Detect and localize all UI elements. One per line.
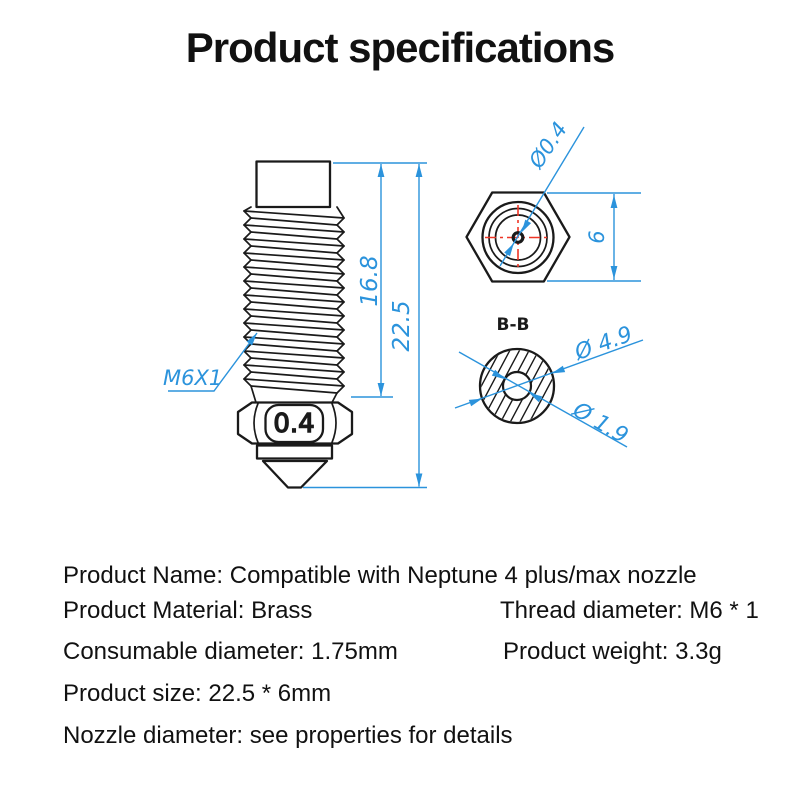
spec-thread-diameter: Thread diameter: M6 * 1 xyxy=(500,597,759,624)
arrowhead-icon xyxy=(611,195,618,208)
top-view-dimensions xyxy=(500,118,641,281)
arrowhead-icon xyxy=(611,266,618,279)
arrowhead-icon xyxy=(378,383,385,396)
dim-orifice-label: Ø0.4 xyxy=(524,117,573,173)
spec-material: Product Material: Brass xyxy=(63,597,313,624)
dim-section-outer-label: Ø 4.9 xyxy=(571,322,636,366)
dim-total-length-label: 22.5 xyxy=(389,300,415,352)
nut-size-marking: 0.4 xyxy=(273,409,315,439)
side-view-drawing xyxy=(163,162,427,488)
dim-hex-height-label: 6 xyxy=(585,230,609,244)
dim-section-bore-label: Ø 1.9 xyxy=(568,397,633,450)
spec-weight: Product weight: 3.3g xyxy=(503,638,722,665)
spec-consumable-diameter: Consumable diameter: 1.75mm xyxy=(63,638,398,665)
section-label: B-B xyxy=(496,315,530,335)
dim-thread-length-label: 16.8 xyxy=(357,255,383,307)
spec-nozzle-diameter: Nozzle diameter: see properties for details xyxy=(63,722,513,749)
section-view-drawing xyxy=(455,315,643,449)
spec-size: Product size: 22.5 * 6mm xyxy=(63,680,332,707)
arrowhead-icon xyxy=(378,164,385,177)
arrowhead-icon xyxy=(416,474,423,487)
arrowhead-icon xyxy=(504,241,517,256)
nozzle-thread-outline xyxy=(244,207,344,403)
thread-spec-label: M6X1 xyxy=(163,366,223,390)
arrowhead-icon xyxy=(416,164,423,177)
nozzle-tip-cone-outline xyxy=(263,461,327,488)
nozzle-collar-outline xyxy=(257,446,332,459)
nozzle-cap-outline xyxy=(257,162,331,208)
spec-product-name: Product Name: Compatible with Neptune 4 plus/max nozzle xyxy=(63,562,697,589)
page-title: Product specifications xyxy=(185,24,615,71)
